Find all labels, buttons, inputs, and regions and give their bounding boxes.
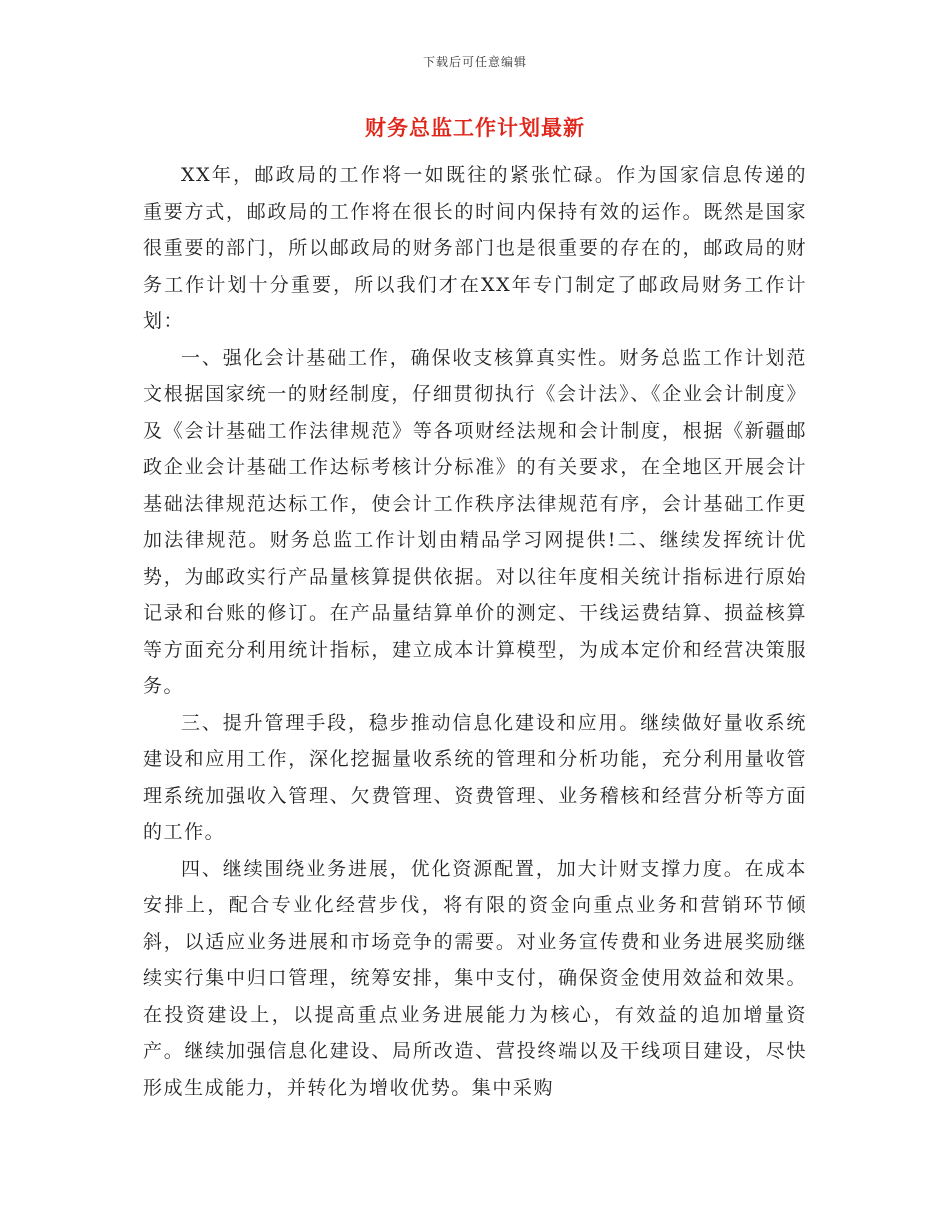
paragraph-section-3: 三、提升管理手段，稳步推动信息化建设和应用。继续做好量收系统建设和应用工作，深化挖掘量收系统的管理和分析功能，充分利用量收管理系统加强收入管理、欠费管理、资费管理、业务稽核和经营分析等方面的工作。 — [143, 711, 807, 843]
document-title: 财务总监工作计划最新 — [365, 115, 585, 140]
header-note: 下载后可任意编辑 — [422, 55, 527, 69]
document-body — [143, 157, 807, 1106]
paragraph-intro: XX年，邮政局的工作将一如既往的紧张忙碌。作为国家信息传递的重要方式，邮政局的工作将在很长的时间内保持有效的运作。既然是国家很重要的部门，所以邮政局的财务部门也是很重要的存在的，邮政局的财务工作计划十分重要，所以我们才在XX年专门制定了邮政局财务工作计划： — [143, 164, 807, 332]
paragraph-section-4: 四、继续围绕业务进展，优化资源配置，加大计财支撑力度。在成本安排上，配合专业化经营步伐，将有限的资金向重点业务和营销环节倾斜，以适应业务进展和市场竞争的需要。对业务宣传费和业务进展奖励继续实行集中归口管理，统筹安排，集中支付，确保资金使用效益和效果。在投资建设上，以提高重点业务进展能力为核心，有效益的追加增量资产。继续加强信息化建设、局所改造、营投终端以及干线项目建设，尽快形成生成能力，并转化为增收优势。集中采购 — [143, 857, 807, 1099]
paragraph-section-1-2: 一、强化会计基础工作，确保收支核算真实性。财务总监工作计划范文根据国家统一的财经制度，仔细贯彻执行《会计法》、《企业会计制度》及《会计基础工作法律规范》等各项财经法规和会计制度，根据《新疆邮政企业会计基础工作达标考核计分标准》的有关要求，在全地区开展会计基础法律规范达标工作，使会计工作秩序法律规范有序，会计基础工作更加法律规范。财务总监工作计划由精品学习网提供!二、继续发挥统计优势，为邮政实行产品量核算提供依据。对以往年度相关统计指标进行原始记录和台账的修订。在产品量结算单价的测定、干线运费结算、损益核算等方面充分利用统计指标，建立成本计算模型，为成本定价和经营决策服务。 — [143, 346, 807, 697]
